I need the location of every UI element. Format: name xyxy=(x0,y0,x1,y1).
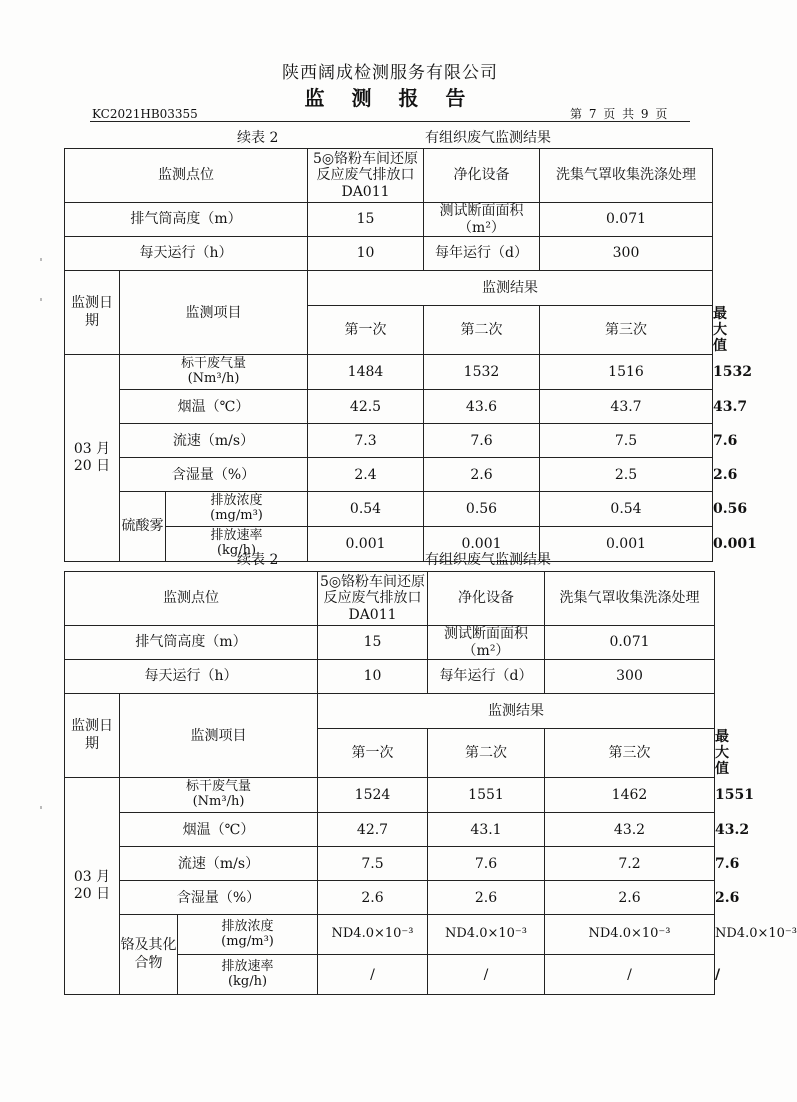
value-3: ND4.0×10⁻³ xyxy=(545,915,715,955)
stack-height-value: 15 xyxy=(308,203,424,237)
col-first: 第一次 xyxy=(318,729,428,778)
table-row: 03 月 20 日 标干废气量 (Nm³/h) 1524 1551 1462 1551 xyxy=(65,778,715,813)
value-1: 2.4 xyxy=(308,458,424,492)
daily-run-label: 每天运行（h） xyxy=(65,237,308,271)
value-3: 7.5 xyxy=(540,424,713,458)
table-row: 排放速率 (kg/h) 0.001 0.001 0.001 0.001 xyxy=(65,527,713,562)
table-row: 排放速率 (kg/h) / / / / xyxy=(65,955,715,995)
table-row: 含湿量（%） 2.6 2.6 2.6 2.6 xyxy=(65,881,715,915)
value-1: 1524 xyxy=(318,778,428,813)
conc-label-name: 排放浓度 xyxy=(210,493,263,509)
value-2: / xyxy=(428,955,545,995)
value-3: 2.6 xyxy=(545,881,715,915)
yearly-run-value: 300 xyxy=(540,237,713,271)
row-label-name: 标干废气量 xyxy=(180,356,246,372)
value-1: 0.54 xyxy=(308,492,424,527)
value-1: 1484 xyxy=(308,355,424,390)
date-header: 监测日期 xyxy=(65,271,120,355)
value-3: 1462 xyxy=(545,778,715,813)
section-area-value: 0.071 xyxy=(540,203,713,237)
value-1: 7.5 xyxy=(318,847,428,881)
table-row: 03 月 20 日 标干废气量 (Nm³/h) 1484 1532 1516 1532 xyxy=(65,355,713,390)
result-header: 监测结果 xyxy=(308,271,713,306)
value-3: 43.7 xyxy=(540,390,713,424)
table-row: 铬及其化合物 排放浓度 (mg/m³) ND4.0×10⁻³ ND4.0×10⁻³ ND4.0×10⁻³ ND4.0×10⁻³ xyxy=(65,915,715,955)
section-area-value: 0.071 xyxy=(545,626,715,660)
table-row: 含湿量（%） 2.4 2.6 2.5 2.6 xyxy=(65,458,713,492)
table-row: 流速（m/s） 7.5 7.6 7.2 7.6 xyxy=(65,847,715,881)
value-1: 7.3 xyxy=(308,424,424,458)
table-row: 硫酸雾 排放浓度 (mg/m³) 0.54 0.56 0.54 0.56 xyxy=(65,492,713,527)
col-third: 第三次 xyxy=(540,306,713,355)
daily-run-label: 每天运行（h） xyxy=(65,660,318,694)
value-3: 2.5 xyxy=(540,458,713,492)
row-label-unit: (Nm³/h) xyxy=(192,794,245,810)
row-label: 烟温（℃） xyxy=(120,390,308,424)
scan-speck xyxy=(40,258,42,261)
row-label-unit: (Nm³/h) xyxy=(187,371,240,387)
point-value: 5◎铬粉车间还原反应废气排放口DA011 xyxy=(318,572,428,626)
rate-label-name: 排放速率 xyxy=(210,528,263,544)
col-third: 第三次 xyxy=(545,729,715,778)
value-3: 7.2 xyxy=(545,847,715,881)
table-row: 烟温（℃） 42.7 43.1 43.2 43.2 xyxy=(65,813,715,847)
table2-caption-left: 续表 2 xyxy=(237,552,279,568)
stack-height-label: 排气筒高度（m） xyxy=(65,203,308,237)
value-3: 43.2 xyxy=(545,813,715,847)
stack-height-label: 排气筒高度（m） xyxy=(65,626,318,660)
row-label: 含湿量（%） xyxy=(120,458,308,492)
report-number: KC2021HB03355 xyxy=(92,107,198,121)
value-1: 42.7 xyxy=(318,813,428,847)
row-label xyxy=(120,355,308,390)
value-3: 0.54 xyxy=(540,492,713,527)
row-label: 流速（m/s） xyxy=(120,847,318,881)
rate-label xyxy=(178,955,318,995)
value-2: 0.001 xyxy=(424,527,540,562)
value-2: 43.1 xyxy=(428,813,545,847)
item-header: 监测项目 xyxy=(120,694,318,778)
monitor-date: 03 月 20 日 xyxy=(65,355,120,562)
page-number: 第 7 页 共 9 页 xyxy=(570,107,668,121)
value-2: 2.6 xyxy=(428,881,545,915)
value-3: 0.001 xyxy=(540,527,713,562)
equip-value: 洗集气罩收集洗涤处理 xyxy=(540,149,713,203)
yearly-run-label: 每年运行（d） xyxy=(424,237,540,271)
daily-run-value: 10 xyxy=(318,660,428,694)
value-2: 43.6 xyxy=(424,390,540,424)
row-label: 流速（m/s） xyxy=(120,424,308,458)
rate-label-unit: (kg/h) xyxy=(227,973,268,989)
rate-label-name: 排放速率 xyxy=(221,958,274,974)
table2-caption-right: 有组织废气监测结果 xyxy=(425,552,551,568)
header-rule xyxy=(90,121,690,122)
row-label-name: 标干废气量 xyxy=(185,779,251,795)
date-header: 监测日期 xyxy=(65,694,120,778)
conc-label xyxy=(166,492,308,527)
equip-label: 净化设备 xyxy=(424,149,540,203)
equip-label: 净化设备 xyxy=(428,572,545,626)
col-first: 第一次 xyxy=(308,306,424,355)
table1-caption-right: 有组织废气监测结果 xyxy=(425,130,551,146)
scan-speck xyxy=(40,298,42,301)
point-label: 监测点位 xyxy=(65,149,308,203)
scan-speck xyxy=(40,806,42,809)
conc-label xyxy=(178,915,318,955)
company-name: 陕西阔成检测服务有限公司 xyxy=(282,63,498,83)
row-label: 烟温（℃） xyxy=(120,813,318,847)
report-title: 监 测 报 告 xyxy=(304,86,476,110)
value-2: 7.6 xyxy=(428,847,545,881)
equip-value: 洗集气罩收集洗涤处理 xyxy=(545,572,715,626)
value-2: 2.6 xyxy=(424,458,540,492)
value-2: 1551 xyxy=(428,778,545,813)
col-second: 第二次 xyxy=(424,306,540,355)
conc-label-unit: (mg/m³) xyxy=(210,508,263,524)
yearly-run-value: 300 xyxy=(545,660,715,694)
monitoring-table-2: 监测点位 5◎铬粉车间还原反应废气排放口DA011 净化设备 洗集气罩收集洗涤处理 排气筒高度（m） 15 测试断面面积（m²） 0.071 每天运行（h） 10 每年运行（d） 300 监测日期 监测项目 监测结果 第一次 第二次 第三次 最大值 03 月 20 日 标干废气量 (Nm³/h) 1524 1551 1462 1551 烟温（℃） 42.7 43.1 43.2 43.2 流速（m/s） 7.5 7.6 7.2 7.6 含湿量（%） 2.6 2.6 2.6 2.6 铬及其化合物 排放浓度 (mg/m³) ND4.0×10⁻³ ND4.0×10⁻³ ND4.0×10⁻³ ND4.0×10⁻³ 排放速率 (kg/h) / / / / xyxy=(64,571,715,995)
value-1: 0.001 xyxy=(308,527,424,562)
yearly-run-label: 每年运行（d） xyxy=(428,660,545,694)
pollutant-name: 硫酸雾 xyxy=(120,492,166,562)
col-second: 第二次 xyxy=(428,729,545,778)
section-area-label: 测试断面面积（m²） xyxy=(424,203,540,237)
value-2: 1532 xyxy=(424,355,540,390)
value-1: 42.5 xyxy=(308,390,424,424)
value-2: 0.56 xyxy=(424,492,540,527)
result-header: 监测结果 xyxy=(318,694,715,729)
stack-height-value: 15 xyxy=(318,626,428,660)
monitor-date: 03 月 20 日 xyxy=(65,778,120,995)
value-2: ND4.0×10⁻³ xyxy=(428,915,545,955)
conc-label-name: 排放浓度 xyxy=(221,918,274,934)
table-row: 烟温（℃） 42.5 43.6 43.7 43.7 xyxy=(65,390,713,424)
value-1: 2.6 xyxy=(318,881,428,915)
table-row: 流速（m/s） 7.3 7.6 7.5 7.6 xyxy=(65,424,713,458)
value-3: / xyxy=(545,955,715,995)
point-value: 5◎铬粉车间还原反应废气排放口DA011 xyxy=(308,149,424,203)
point-label: 监测点位 xyxy=(65,572,318,626)
section-area-label: 测试断面面积（m²） xyxy=(428,626,545,660)
value-3: 1516 xyxy=(540,355,713,390)
table1-caption-left: 续表 2 xyxy=(237,130,279,146)
row-label xyxy=(120,778,318,813)
monitoring-table-1: 监测点位 5◎铬粉车间还原反应废气排放口DA011 净化设备 洗集气罩收集洗涤处理 排气筒高度（m） 15 测试断面面积（m²） 0.071 每天运行（h） 10 每年运行（d） 300 监测日期 监测项目 监测结果 第一次 第二次 第三次 最大值 03 月 20 日 标干废气量 (Nm³/h) 1484 1532 1516 1532 烟温（℃） 42.5 43.6 43.7 43.7 流速（m/s） 7.3 7.6 7.5 7.6 含湿量（%） 2.4 2.6 2.5 2.6 硫酸雾 排放浓度 (mg/m³) 0.54 0.56 0.54 0.56 排放速率 (kg/h) 0.001 0.001 0.001 0.001 xyxy=(64,148,713,562)
daily-run-value: 10 xyxy=(308,237,424,271)
value-1: ND4.0×10⁻³ xyxy=(318,915,428,955)
row-label: 含湿量（%） xyxy=(120,881,318,915)
rate-label-unit: (kg/h) xyxy=(216,543,257,559)
pollutant-name: 铬及其化合物 xyxy=(120,915,178,995)
value-1: / xyxy=(318,955,428,995)
item-header: 监测项目 xyxy=(120,271,308,355)
conc-label-unit: (mg/m³) xyxy=(221,933,274,949)
value-2: 7.6 xyxy=(424,424,540,458)
